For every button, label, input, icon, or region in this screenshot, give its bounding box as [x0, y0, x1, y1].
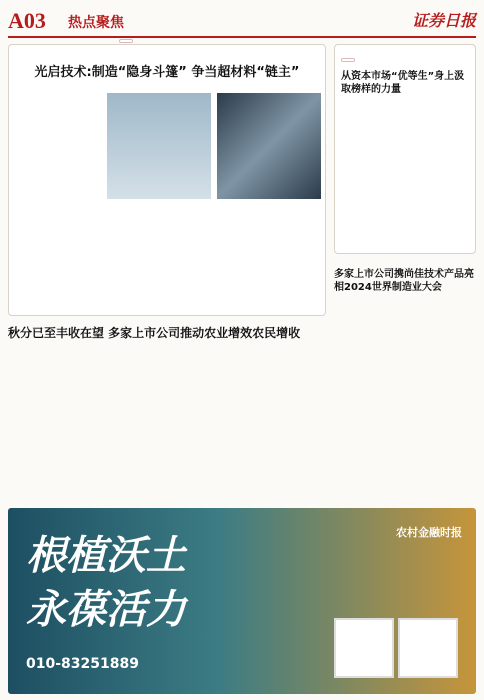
brand-name: 证券日报 [411, 13, 476, 30]
section-title: 热点聚焦 [68, 15, 124, 31]
feature-card [8, 44, 326, 316]
column-byline [341, 96, 469, 99]
advertisement-banner [8, 508, 476, 694]
ad-headline-line-2: 永葆活力 [26, 586, 186, 633]
column-card [334, 44, 476, 254]
photo-lab [217, 93, 321, 199]
photo-building [107, 93, 211, 199]
qr-code-icon [334, 618, 394, 678]
ad-headline-line-1: 根植沃土 [26, 532, 186, 579]
story-right-headline: 多家上市公司携尚佳技术产品亮相2024世界制造业大会 [334, 269, 474, 293]
page-number: A03 [8, 8, 46, 33]
qr-code-icon [398, 618, 458, 678]
story-left-byline [8, 341, 326, 344]
right-column [334, 44, 476, 301]
masthead [8, 6, 476, 38]
story-left-headline: 秋分已至丰收在望 多家上市公司推动农业增效农民增收 [8, 326, 301, 340]
ad-tag: 农村金融时报 [396, 526, 462, 539]
story-right [334, 268, 476, 297]
story-left [8, 326, 326, 344]
story-right-byline [334, 294, 476, 297]
ad-phone: 010-83251889 [26, 656, 139, 672]
column-badge [341, 58, 355, 62]
topic-badge [119, 39, 133, 43]
feature-headline: 光启技术:制造“隐身斗篷” 争当超材料“链主” [34, 65, 300, 80]
left-column [8, 44, 326, 348]
column-headline: 从资本市场“优等生”身上汲取榜样的力量 [341, 71, 465, 95]
